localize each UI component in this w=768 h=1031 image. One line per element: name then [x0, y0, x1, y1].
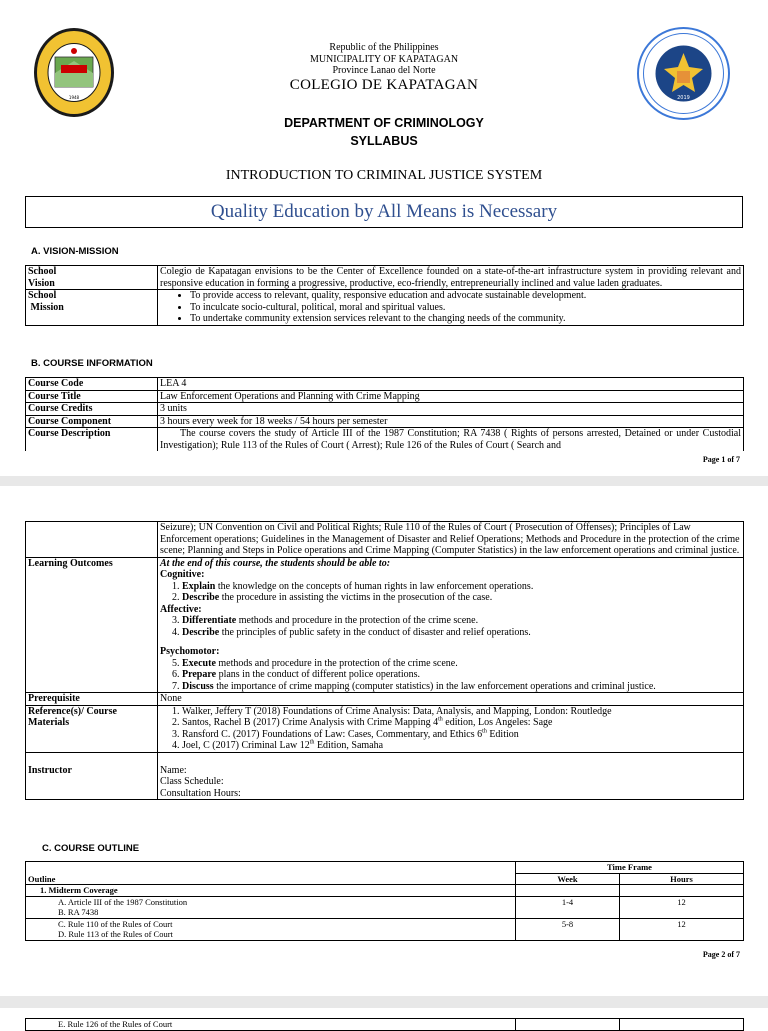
- course-credits-value: 3 units: [158, 403, 744, 416]
- outline-hours: 12: [620, 896, 744, 918]
- course-credits-label: Course Credits: [26, 403, 158, 416]
- affective-label: Affective:: [160, 603, 202, 615]
- instructor-name: Name:: [160, 764, 187, 776]
- section-c-heading: C. COURSE OUTLINE: [42, 843, 140, 854]
- references-row: [26, 705, 744, 752]
- outcome-item: 5. Execute methods and procedure in the protection of the crime scene.: [182, 658, 741, 670]
- references-label-2: Materials: [28, 717, 70, 728]
- midterm-label: 1. Midterm Coverage: [26, 885, 516, 897]
- psychomotor-label: Psychomotor:: [160, 646, 220, 657]
- mission-item: • To provide access to relevant, quality, responsive education and advocate sustainable development.: [190, 290, 741, 302]
- document-type: SYLLABUS: [350, 134, 418, 148]
- outline-week: 1-4: [516, 896, 620, 918]
- learning-outcomes-row: [26, 557, 744, 693]
- page-1: [0, 0, 768, 476]
- page-3: [0, 1008, 768, 1029]
- vision-label-2: Vision: [28, 277, 55, 289]
- outline-hours: 12: [620, 918, 744, 940]
- outcome-item: 6. Prepare plans in the conduct of different police operations.: [182, 669, 741, 681]
- header-province: Province Lanao del Norte: [332, 65, 436, 76]
- outline-column-header: Outline: [28, 873, 56, 884]
- college-seal-logo: [637, 27, 730, 120]
- reference-item: 4. Joel, C (2017) Criminal Law 12th Edition, Samaha: [182, 740, 741, 752]
- instructor-row: [26, 752, 744, 800]
- svg-text:2019: 2019: [677, 95, 690, 101]
- vision-text: Colegio de Kapatagan envisions to be the Center of Excellence founded on a state-of-the-art infrastructure system in providing relevant and responsive education in forming a progressive, productive, eco-friendly, entrepreneurially inclined and value laden graduates.: [158, 266, 744, 290]
- reference-item: 3. Ransford C. (2017) Foundations of Law: Cases, Commentary, and Ethics 6th Edition: [182, 729, 741, 741]
- references-list: [160, 706, 741, 752]
- course-info-table: [25, 377, 744, 451]
- hours-header: Hours: [620, 873, 744, 885]
- college-name: COLEGIO DE KAPATAGAN: [289, 77, 479, 93]
- instructor-label: Instructor: [26, 752, 158, 800]
- mission-label-2: Mission: [28, 301, 64, 313]
- department-title: DEPARTMENT OF CRIMINOLOGY: [284, 116, 484, 130]
- course-component-row: [26, 415, 744, 428]
- cognitive-list: [160, 581, 741, 604]
- municipal-seal-logo: [33, 27, 115, 118]
- course-title-value: Law Enforcement Operations and Planning with Crime Mapping: [158, 390, 744, 403]
- course-title-label: Course Title: [26, 390, 158, 403]
- psychomotor-list: [160, 658, 741, 693]
- course-outline-table: [25, 861, 744, 941]
- course-component-label: Course Component: [26, 415, 158, 428]
- course-description-row: [26, 428, 744, 452]
- outline-item: B. RA 7438: [58, 907, 99, 917]
- outline-item: C. Rule 110 of the Rules of Court: [58, 918, 173, 929]
- mission-row: [26, 290, 744, 326]
- course-description-continued-row: [26, 522, 744, 558]
- prerequisite-label: Prerequisite: [26, 693, 158, 706]
- week-header: Week: [516, 873, 620, 885]
- cognitive-label: Cognitive:: [160, 569, 205, 580]
- mission-list: [160, 290, 741, 325]
- outcome-item: 1. Explain the knowledge on the concepts of human rights in law enforcement operations.: [182, 581, 741, 593]
- reference-item: 2. Santos, Rachel B (2017) Crime Analysis with Crime Mapping 4th edition, Los Angeles: Sage: [182, 717, 741, 729]
- header-republic: Republic of the Philippines: [329, 42, 439, 53]
- course-description-part2: Seizure); UN Convention on Civil and Political Rights; Rule 110 of the Rules of Court ( Prosecution of Offenses); Principles of Law Enforcement operations; Guidelines in the Management of Disaster and Relief Operations; Methods and Procedure in the protection of the crime scene; Planning and Steps in Police operations and Crime Mapping (Computer Statistics) in the law enforcement operations and criminal justice.: [158, 522, 744, 558]
- vision-label-1: School: [28, 266, 57, 277]
- affective-list: [160, 615, 741, 638]
- prerequisite-row: [26, 693, 744, 706]
- outcome-item: 7. Discuss the importance of crime mapping (computer statistics) in the law enforcement operations and criminal justice.: [182, 681, 741, 693]
- learning-outcomes-label: Learning Outcomes: [26, 557, 158, 693]
- class-schedule: Class Schedule:: [160, 776, 224, 787]
- section-a-heading: A. VISION-MISSION: [31, 246, 119, 257]
- mission-label-1: School: [28, 290, 57, 301]
- course-title-row: [26, 390, 744, 403]
- outline-row: [26, 896, 744, 918]
- prerequisite-value: None: [158, 693, 744, 706]
- page-2: [0, 486, 768, 996]
- motto-text: Quality Education by All Means is Necessary: [210, 201, 558, 222]
- time-frame-header: Time Frame: [516, 862, 744, 874]
- svg-text:1948: 1948: [68, 95, 80, 100]
- outline-item: A. Article III of the 1987 Constitution: [58, 896, 188, 907]
- course-heading: INTRODUCTION TO CRIMINAL JUSTICE SYSTEM: [225, 168, 543, 183]
- page-number-2: Page 2 of 7: [702, 950, 740, 959]
- reference-item: 1. Walker, Jeffery T (2018) Foundations of Crime Analysis: Data, Analysis, and Mapping, London: Routledge: [182, 706, 741, 718]
- outline-item: D. Rule 113 of the Rules of Court: [58, 929, 173, 939]
- course-code-value: LEA 4: [158, 378, 744, 391]
- course-credits-row: [26, 403, 744, 416]
- course-code-label: Course Code: [26, 378, 158, 391]
- page-gap: [0, 996, 768, 1008]
- mission-item: • To undertake community extension services relevant to the changing needs of the community.: [190, 313, 741, 325]
- header-municipality: MUNICIPALITY OF KAPATAGAN: [309, 53, 459, 65]
- page-number-1: Page 1 of 7: [702, 455, 740, 464]
- course-info-table-continued: [25, 521, 744, 800]
- section-b-heading: B. COURSE INFORMATION: [31, 358, 153, 369]
- course-outline-table-continued: [25, 1018, 744, 1031]
- vision-mission-table: [25, 265, 744, 326]
- page-gap: [0, 476, 768, 486]
- outcome-item: 3. Differentiate methods and procedure in the protection of the crime scene.: [182, 615, 741, 627]
- consultation-hours: Consultation Hours:: [160, 787, 241, 799]
- course-code-row: [26, 378, 744, 391]
- mission-item: • To inculcate socio-cultural, political, moral and spiritual values.: [190, 302, 741, 314]
- course-component-value: 3 hours every week for 18 weeks / 54 hours per semester: [158, 415, 744, 428]
- course-description-label: Course Description: [26, 428, 158, 452]
- motto-box: [25, 196, 743, 228]
- outcome-item: 4. Describe the principles of public safety in the conduct of disaster and relief operations.: [182, 627, 741, 639]
- outline-week: 5-8: [516, 918, 620, 940]
- outline-row: [26, 918, 744, 940]
- outline-item: E. Rule 126 of the Rules of Court: [26, 1019, 516, 1031]
- midterm-row: [26, 885, 744, 897]
- outcome-item: 2. Describe the procedure in assisting the victims in the prosecution of the case.: [182, 592, 741, 604]
- vision-row: [26, 266, 744, 290]
- course-description-part1: The course covers the study of Article III of the 1987 Constitution; RA 7438 ( Rights of persons arrested, Detained or under Custodial Investigation); Rule 113 of the Rules of Court ( Arrest); Rule 126 of the Rules of Court ( Search and: [158, 428, 744, 452]
- outcomes-intro: At the end of this course, the students should be able to:: [160, 557, 391, 569]
- references-label-1: Reference(s)/ Course: [28, 705, 117, 717]
